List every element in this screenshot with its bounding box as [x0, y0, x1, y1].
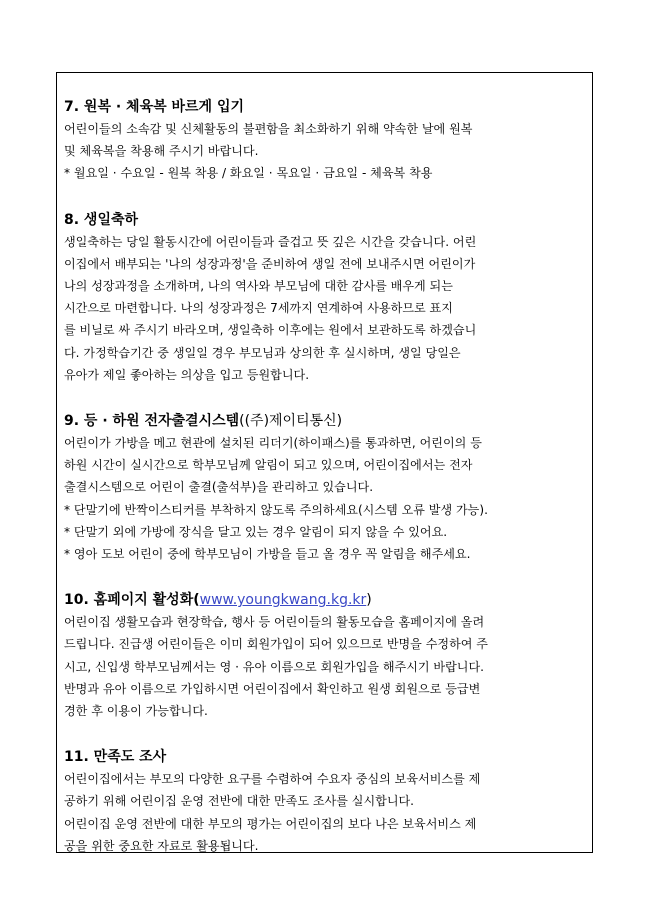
- section-homepage: [64, 589, 586, 722]
- paragraph-line: 하원 시간이 실시간으로 학부모님께 알림이 되고 있으며, 어린이집에서는 전자: [64, 458, 473, 473]
- section-title-text: 11. 만족도 조사: [64, 749, 167, 766]
- paragraph-line: 어린이들의 소속감 및 신체활동의 불편함을 최소화하기 위해 약속한 날에 원복: [64, 122, 473, 136]
- homepage-link[interactable]: www.youngkwang.kg.kr: [199, 592, 367, 609]
- paragraph-line: 다. 가정학습기간 중 생일일 경우 부모님과 상의한 후 실시하며, 생일 당일은: [64, 345, 461, 360]
- section-uniform: [64, 96, 586, 185]
- paragraph-line: 시고, 신입생 학부모님께서는 영 · 유아 이름으로 회원가입을 해주시기 바랍니다.: [64, 659, 484, 674]
- paragraph-line: 어린이가 가방을 메고 현관에 설치된 리더기(하이패스)를 통과하면, 어린이의 등: [64, 436, 482, 451]
- paragraph-line: 어린이집에서는 부모의 다양한 요구를 수렴하여 수요자 중심의 보육서비스를 제: [64, 772, 481, 787]
- paragraph-line: 어린이집 생활모습과 현장학습, 행사 등 어린이들의 활동모습을 홈페이지에 올려: [64, 615, 485, 630]
- paragraph-line: * 월요일 · 수요일 - 원복 착용 / 화요일 · 목요일 · 금요일 - 체육복 착용: [64, 166, 433, 181]
- paragraph-line: 경한 후 이용이 가능합니다.: [64, 704, 208, 719]
- section-title: [64, 746, 586, 768]
- section-title-text: 10. 홈페이지 활성화(: [64, 592, 200, 609]
- paragraph-line: 를 비닐로 싸 주시기 바라오며, 생일축하 이후에는 원에서 보관하도록 하겠습니: [64, 323, 477, 338]
- section-title-text: 9. 등 · 하원 전자출결시스템: [64, 413, 240, 430]
- section-title-company: ((주)제이티통신): [239, 413, 343, 430]
- paragraph-line: 나의 성장과정을 소개하며, 나의 역사와 부모님에 대한 감사를 배우게 되는: [64, 279, 453, 294]
- paragraph-line: 공하기 위해 어린이집 운영 전반에 대한 만족도 조사를 실시합니다.: [64, 794, 415, 809]
- paragraph-line: 출결시스템으로 어린이 출결(출석부)을 관리하고 있습니다.: [64, 480, 374, 495]
- section-attendance-system: [64, 410, 586, 565]
- paragraph-line: 공을 위한 중요한 자료로 활용됩니다.: [64, 838, 259, 853]
- section-satisfaction-survey: [64, 746, 586, 857]
- section-title: [64, 209, 586, 231]
- paragraph-line: 드립니다. 진급생 어린이들은 이미 회원가입이 되어 있으므로 반명을 수정하여 주: [64, 637, 488, 652]
- section-title-close: ): [366, 592, 372, 609]
- paragraph-line: 및 체육복을 착용해 주시기 바랍니다.: [64, 144, 259, 159]
- section-birthday: [64, 209, 586, 386]
- section-title-text: 8. 생일축하: [64, 211, 139, 228]
- bullet-note: * 영아 도보 어린이 중에 학부모님이 가방을 들고 올 경우 꼭 알림을 해주세요.: [64, 547, 471, 562]
- section-title-text: 7. 원복 · 체육복 바르게 입기: [64, 99, 244, 115]
- section-title: [64, 410, 586, 432]
- paragraph-line: 반명과 유아 이름으로 가입하시면 어린이집에서 확인하고 원생 회원으로 등급변: [64, 681, 481, 696]
- paragraph-line: 생일축하는 당일 활동시간에 어린이들과 즐겁고 뜻 깊은 시간을 갖습니다. 어린: [64, 234, 477, 249]
- paragraph-line: 이집에서 배부되는 '나의 성장과정'을 준비하여 생일 전에 보내주시면 어린이가: [64, 256, 476, 271]
- paragraph-line: 유아가 제일 좋아하는 의상을 입고 등원합니다.: [64, 367, 310, 382]
- paragraph-line: 시간으로 마련합니다. 나의 성장과정은 7세까지 연계하여 사용하므로 표지: [64, 301, 453, 316]
- bullet-note: * 단말기에 반짝이스티커를 부착하지 않도록 주의하세요(시스템 오류 발생 가능).: [64, 502, 488, 517]
- document-body: [64, 96, 586, 857]
- section-title: [64, 96, 586, 118]
- bullet-note: * 단말기 외에 가방에 장식을 달고 있는 경우 알림이 되지 않을 수 있어요.: [64, 524, 448, 539]
- paragraph-line: 어린이집 운영 전반에 대한 부모의 평가는 어린이집의 보다 나은 보육서비스 제: [64, 816, 477, 831]
- section-title: [64, 589, 586, 611]
